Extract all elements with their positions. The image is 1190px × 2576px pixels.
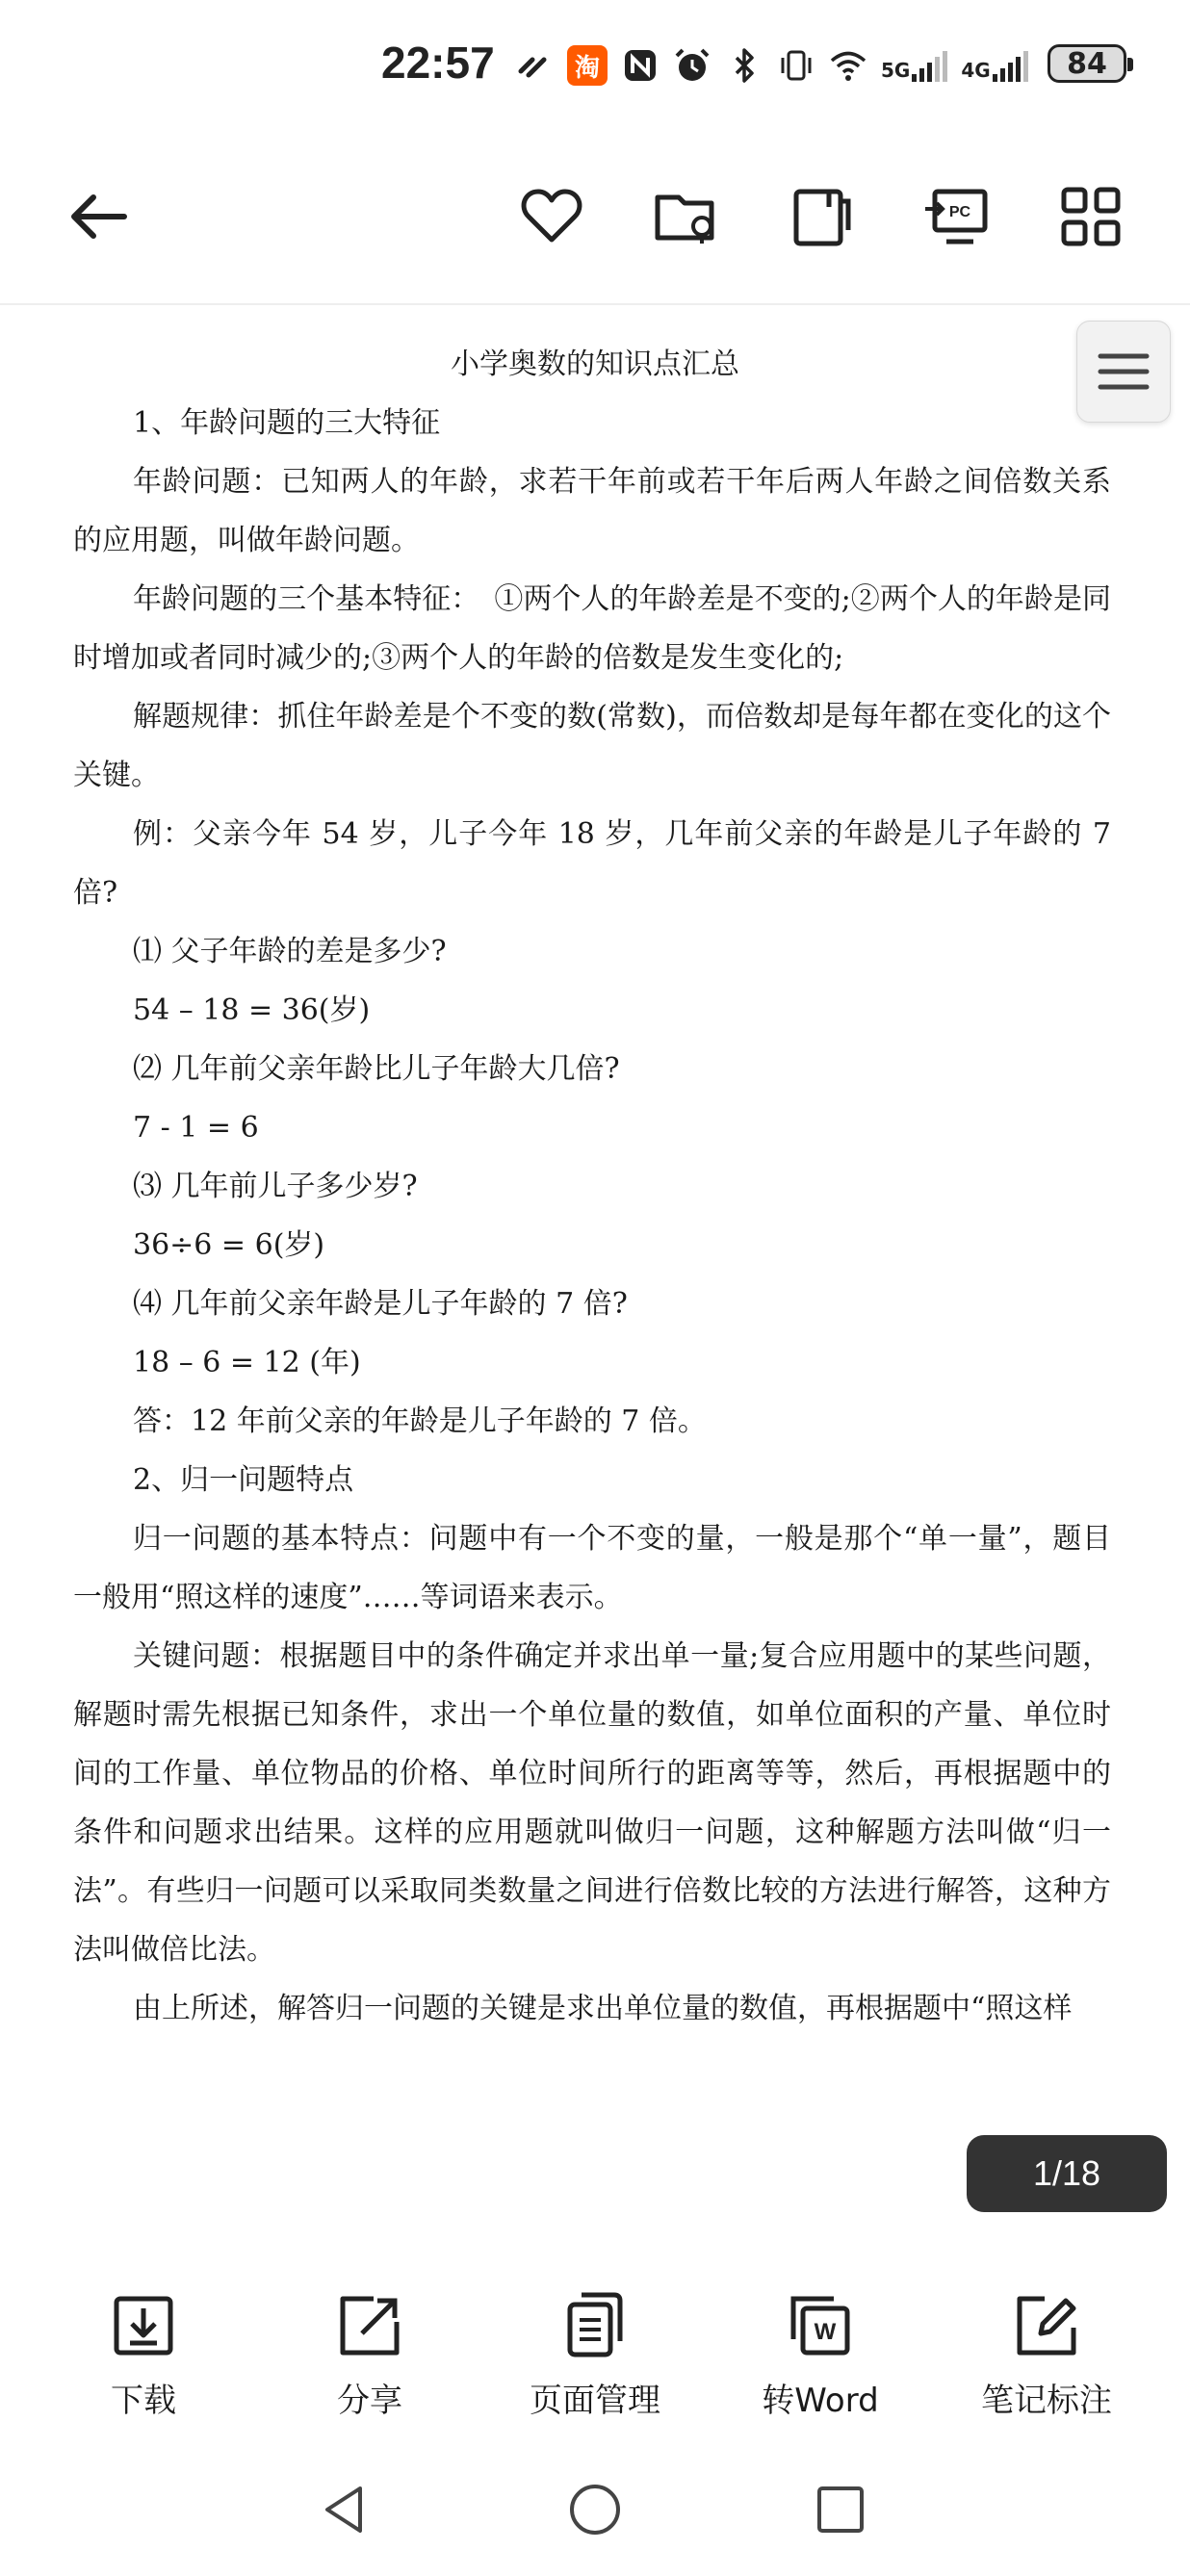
outline-menu-button[interactable] — [1076, 321, 1171, 423]
signal-4g-icon — [961, 49, 1027, 82]
paragraph: 年龄问题的三个基本特征： ①两个人的年龄差是不变的;②两个人的年龄是同时增加或者同时减少的;③两个人的年龄的倍数是发生变化的; — [73, 582, 1111, 675]
svg-text:W: W — [814, 2319, 837, 2345]
paragraph: ⑴ 父子年龄的差是多少? — [133, 935, 447, 968]
net-label-5g: 5G — [881, 59, 911, 82]
signal-5g-icon — [881, 49, 947, 82]
nav-home-button[interactable] — [561, 2476, 629, 2543]
document-title: 小学奥数的知识点汇总 — [451, 348, 739, 381]
heart-icon — [517, 182, 586, 251]
paragraph: 7 - 1 = 6 — [133, 1111, 259, 1145]
vibrate-icon — [777, 46, 815, 85]
word-convert-icon — [786, 2291, 855, 2360]
paragraph: 由上所述，解答归一问题的关键是求出单位量的数值，再根据题中“照这样 — [133, 1992, 1073, 2025]
nav-back-button[interactable] — [311, 2476, 378, 2543]
paragraph: 归一问题的基本特点：问题中有一个不变的量，一般是那个“单一量”，题目一般用“照这样的速度”……等词语来表示。 — [73, 1522, 1111, 1614]
status-icons — [515, 37, 1028, 94]
note-edit-icon — [1012, 2291, 1081, 2360]
paragraph: 关键问题：根据题目中的条件确定并求出单一量;复合应用题中的某些问题，解题时需先根据已知条件，求出一个单位量的数值，如单位面积的产量、单位时间的工作量、单位物品的价格、单位时间所行的距离等等，然后，再根据题中的条件和问题求出结果。这样的应用题就叫做归一问题，这种解题方法叫做“归一法”。有些归一问题可以采取同类数量之间进行倍数比较的方法进行解答，这种方法叫做倍比法。 — [73, 1639, 1111, 1967]
pc-cast-button[interactable] — [913, 173, 999, 260]
paragraph: 解题规律：抓住年龄差是个不变的数(常数)，而倍数却是每年都在变化的这个关键。 — [73, 700, 1111, 792]
taobao-app-icon: 淘 — [567, 45, 608, 86]
link-icon — [515, 46, 554, 85]
bottom-action-bar — [0, 2272, 1190, 2445]
recents-square-icon — [812, 2481, 869, 2538]
note-annotate-button[interactable] — [950, 2291, 1143, 2421]
favorite-button[interactable] — [508, 173, 595, 260]
share-icon — [335, 2291, 404, 2360]
document-page[interactable] — [0, 305, 1190, 2134]
wifi-icon — [829, 46, 867, 85]
word-convert-button[interactable] — [724, 2291, 917, 2421]
home-circle-icon — [566, 2481, 624, 2538]
bluetooth-icon — [725, 46, 763, 85]
paragraph: 36÷6 = 6(岁) — [133, 1228, 325, 1262]
system-nav-bar — [0, 2464, 1190, 2576]
page-manage-label: 页面管理 — [530, 2382, 660, 2420]
back-button[interactable] — [56, 173, 142, 260]
svg-text:PC: PC — [948, 204, 971, 220]
paragraph: 年龄问题：已知两人的年龄，求若干年前或若干年后两人年龄之间倍数关系的应用题，叫做年龄问题。 — [73, 465, 1111, 557]
back-arrow-icon — [65, 182, 134, 251]
paragraph: 答：12 年前父亲的年龄是儿子年龄的 7 倍。 — [133, 1404, 707, 1438]
share-button[interactable] — [273, 2291, 466, 2421]
document-body — [73, 394, 1111, 2038]
page-manage-icon — [560, 2291, 630, 2360]
top-toolbar — [0, 130, 1190, 305]
share-label: 分享 — [337, 2382, 402, 2420]
net-label-4g: 4G — [961, 59, 991, 82]
document-tablet-icon — [787, 182, 856, 251]
download-icon — [109, 2291, 178, 2360]
paragraph: ⑵ 几年前父亲年龄比儿子年龄大几倍? — [133, 1052, 620, 1086]
save-to-folder-button[interactable] — [643, 173, 730, 260]
page-indicator: 1/18 — [967, 2135, 1167, 2212]
note-annotate-label: 笔记标注 — [981, 2382, 1112, 2420]
apps-grid-icon — [1056, 182, 1125, 251]
paragraph: 54 – 18 = 36(岁) — [133, 993, 371, 1027]
nav-recents-button[interactable] — [807, 2476, 874, 2543]
paragraph: ⑷ 几年前父亲年龄是儿子年龄的 7 倍? — [133, 1287, 628, 1321]
alarm-icon — [673, 46, 711, 85]
folder-location-icon — [652, 182, 721, 251]
nfc-icon — [621, 46, 660, 85]
apps-grid-button[interactable] — [1048, 173, 1134, 260]
download-label: 下载 — [111, 2382, 176, 2420]
back-triangle-icon — [316, 2481, 374, 2538]
battery-icon: 84 — [1048, 44, 1126, 83]
paragraph: 1、年龄问题的三大特征 — [133, 406, 441, 440]
paragraph: 例：父亲今年 54 岁，儿子今年 18 岁，几年前父亲的年龄是儿子年龄的 7 倍? — [73, 817, 1111, 910]
status-time: 22:57 — [381, 38, 495, 88]
pc-cast-icon — [921, 182, 991, 251]
page-manage-button[interactable] — [499, 2291, 691, 2421]
paragraph: ⑶ 几年前儿子多少岁? — [133, 1170, 418, 1203]
hamburger-icon — [1097, 345, 1151, 399]
download-button[interactable] — [47, 2291, 240, 2421]
status-bar — [0, 0, 1190, 130]
paragraph: 2、归一问题特点 — [133, 1463, 354, 1497]
document-view-button[interactable] — [778, 173, 865, 260]
paragraph: 18 – 6 = 12 (年) — [133, 1346, 361, 1379]
word-convert-label: 转Word — [762, 2382, 879, 2420]
